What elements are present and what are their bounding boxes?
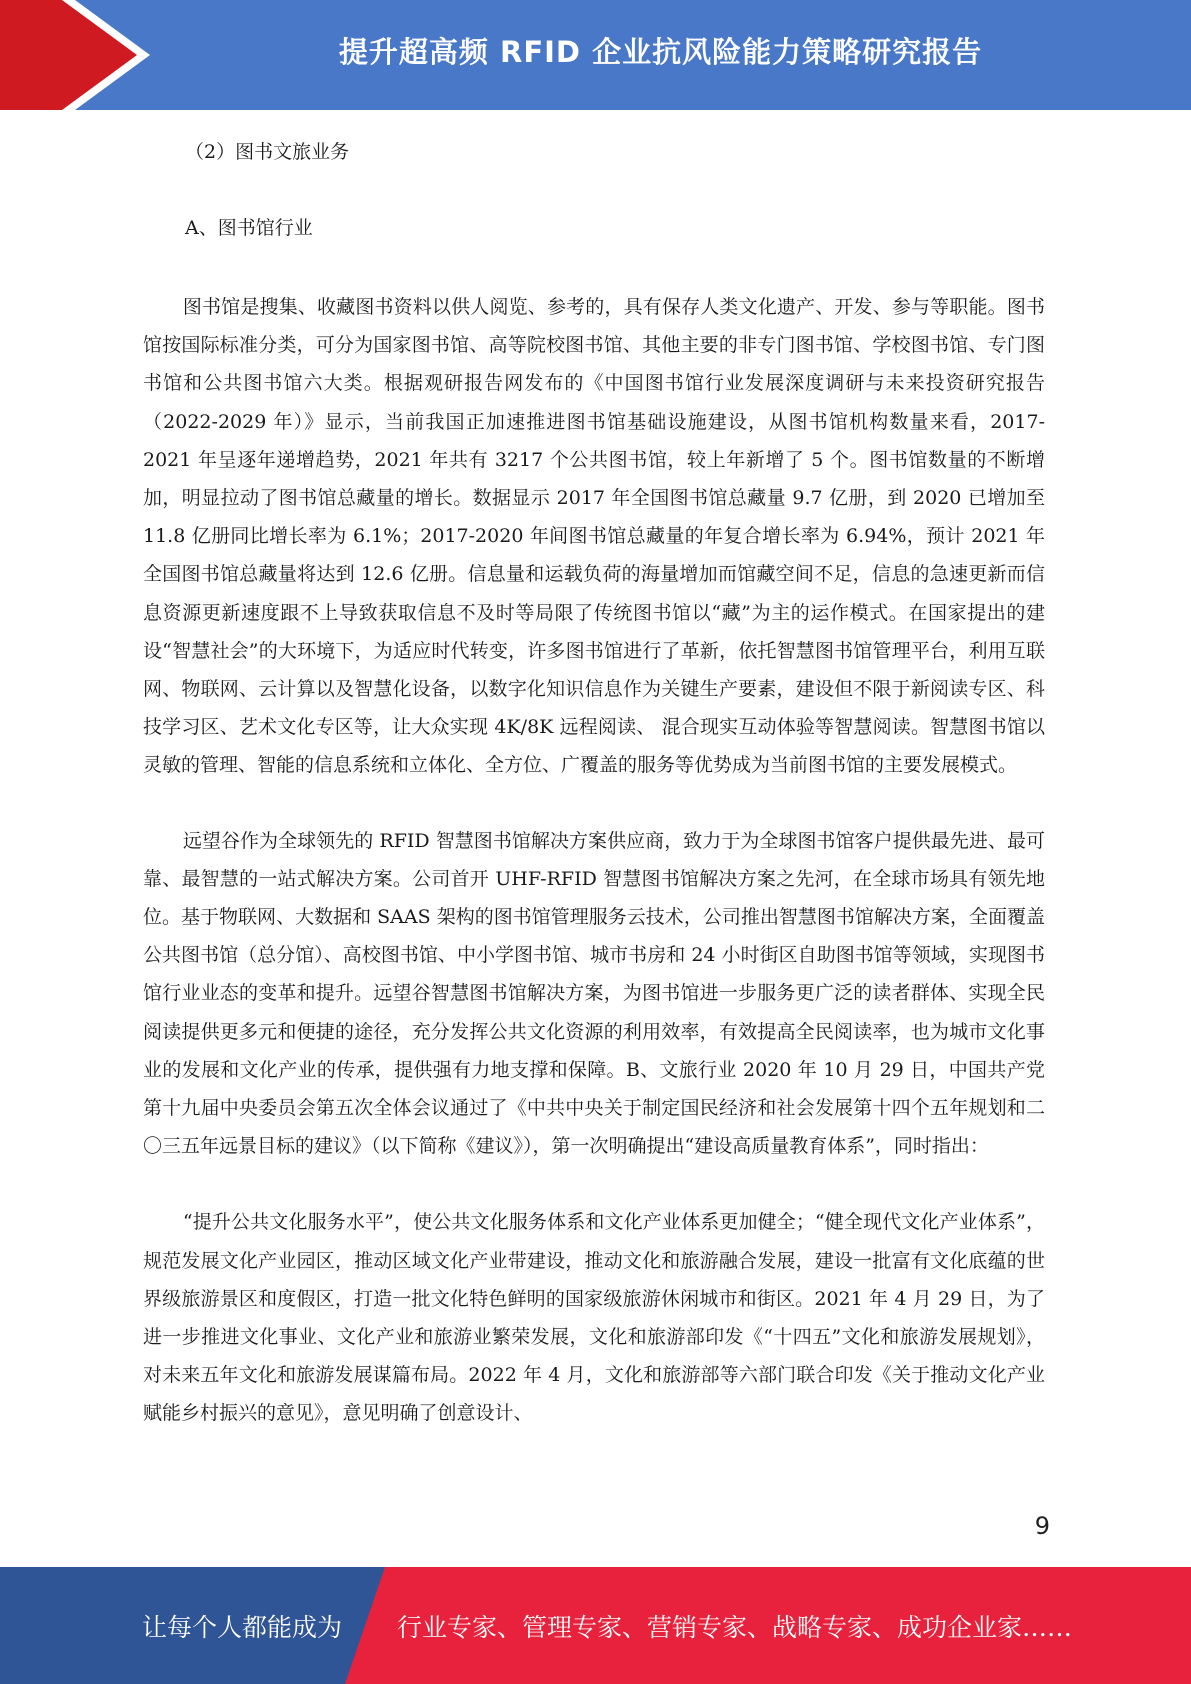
footer-slogan-left: 让每个人都能成为 — [142, 1612, 343, 1642]
page-content — [143, 130, 1045, 1433]
page-header — [0, 0, 1191, 110]
paragraph-cultural-tourism: “提升公共文化服务水平”，使公共文化服务体系和文化产业体系更加健全；“健全现代文化产业体系”，规范发展文化产业园区，推动区域文化产业带建设，推动文化和旅游融合发展，建设一批富有文化底蕴的世界级旅游景区和度假区，打造一批文化特色鲜明的国家级旅游休闲城市和街区。2021 年 4 月 29 日，为了进一步推进文化事业、文化产业和旅游业繁荣发展，文化和旅游部印发《“十四五”文化和旅游发展规划》，对未来五年文化和旅游发展谋篇布局。2022 年 4 月，文化和旅游部等六部门联合印发《关于推动文化产业赋能乡村振兴的意见》，意见明确了创意设计、 — [143, 1211, 1045, 1425]
page-number: 9 — [1034, 1512, 1050, 1540]
paragraph-company-solution: 远望谷作为全球领先的 RFID 智慧图书馆解决方案供应商，致力于为全球图书馆客户提供最先进、最可靠、最智慧的一站式解决方案。公司首开 UHF-RFID 智慧图书馆解决方案之先河，在全球市场具有领先地位。基于物联网、大数据和 SAAS 架构的图书馆管理服务云技术，公司推出智慧图书馆解决方案，全面覆盖公共图书馆（总分馆）、高校图书馆、中小学图书馆、城市书房和 24 小时街区自助图书馆等领域，实现图书馆行业业态的变革和提升。远望谷智慧图书馆解决方案，为图书馆进一步服务更广泛的读者群体、实现全民阅读提供更多元和便捷的途径，充分发挥公共文化资源的利用效率，有效提高全民阅读率，也为城市文化事业的发展和文化产业的传承，提供强有力地支撑和保障。B、文旅行业 2020 年 10 月 29 日，中国共产党第十九届中央委员会第五次全体会议通过了《中共中央关于制定国民经济和社会发展第十四个五年规划和二〇三五年远景目标的建议》（以下简称《建议》），第一次明确提出“建设高质量教育体系”，同时指出： — [143, 829, 1045, 1158]
report-title: 提升超高频 RFID 企业抗风险能力策略研究报告 — [338, 34, 983, 69]
paragraph-library-industry: 图书馆是搜集、收藏图书资料以供人阅览、参考的，具有保存人类文化遗产、开发、参与等职能。图书馆按国际标准分类，可分为国家图书馆、高等院校图书馆、其他主要的非专门图书馆、学校图书馆、专门图书馆和公共图书馆六大类。根据观研报告网发布的《中国图书馆行业发展深度调研与未来投资研究报告（2022-2029 年）》显示，当前我国正加速推进图书馆基础设施建设，从图书馆机构数量来看，2017-2021 年呈逐年递增趋势，2021 年共有 3217 个公共图书馆，较上年新增了 5 个。图书馆数量的不断增加，明显拉动了图书馆总藏量的增长。数据显示 2017 年全国图书馆总藏量 9.7 亿册，到 2020 已增加至 11.8 亿册同比增长率为 6.1%；2017-2020 年间图书馆总藏量的年复合增长率为 6.94%，预计 2021 年全国图书馆总藏量将达到 12.6 亿册。信息量和运载负荷的海量增加而馆藏空间不足，信息的急速更新而信息资源更新速度跟不上导致获取信息不及时等局限了传统图书馆以“藏”为主的运作模式。在国家提出的建设“智慧社会”的大环境下，为适应时代转变，许多图书馆进行了革新，依托智慧图书馆管理平台，利用互联网、物联网、云计算以及智慧化设备，以数字化知识信息作为关键生产要素，建设但不限于新阅读专区、科技学习区、艺术文化专区等，让大众实现 4K/8K 远程阅读、 混合现实互动体验等智慧阅读。智慧图书馆以灵敏的管理、智能的信息系统和立体化、全方位、广覆盖的服务等优势成为当前图书馆的主要发展模式。 — [143, 296, 1045, 777]
page-footer — [0, 1567, 1191, 1684]
section-heading: （2）图书文旅业务 — [185, 141, 350, 163]
subsection-heading: A、图书馆行业 — [185, 217, 313, 239]
footer-slogan-right: 行业专家、管理专家、营销专家、战略专家、成功企业家…… — [397, 1612, 1073, 1642]
